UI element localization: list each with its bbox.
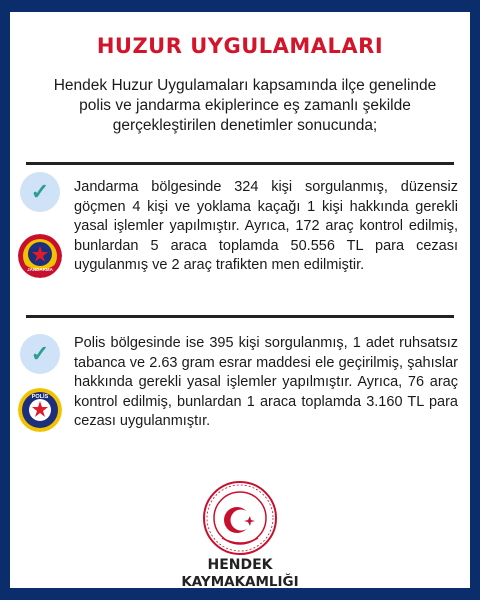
divider xyxy=(26,315,454,318)
intro-paragraph: Hendek Huzur Uygulamaları kapsamında ilçe genelinde polis ve jandarma ekiplerince eş zamanlı şekilde gerçekleştirilen denetimler sonucunda; xyxy=(53,77,437,134)
announcement-card xyxy=(10,12,470,588)
page-title: HUZUR UYGULAMALARI xyxy=(96,34,384,58)
svg-text:POLİS: POLİS xyxy=(31,394,49,400)
check-icon: ✓ xyxy=(20,334,60,374)
jandarma-emblem-icon xyxy=(18,234,62,278)
divider xyxy=(26,162,454,165)
polis-emblem-icon xyxy=(18,388,62,432)
signature-line-1: HENDEK xyxy=(207,557,273,573)
svg-text:JANDARMA: JANDARMA xyxy=(27,267,53,272)
signature-line-2: KAYMAKAMLIĞI xyxy=(181,574,299,590)
check-icon: ✓ xyxy=(20,172,60,212)
kaymakamlik-seal-icon xyxy=(202,480,278,556)
polis-text: Polis bölgesinde ise 395 kişi sorgulanmış, 1 adet ruhsatsız tabanca ve 2.63 gram esrar maddesi ele geçirilmiş, şahıslar hakkında gerekli yasal işlemler yapılmıştır. Ayrıca, 76 araç kontrol edilmiş, bunlardan 1 araca toplamda 3.160 TL para cezası uygulanmıştır. xyxy=(74,335,458,429)
jandarma-text: Jandarma bölgesinde 324 kişi sorgulanmış, düzensiz göçmen 4 kişi ve yoklama kaçağı 1 kişi hakkında gerekli yasal işlemler yapılmıştır. Ayrıca, 172 araç kontrol edilmiş, bunlardan 5 araca toplamda 50.556 TL para cezası uygulanmış ve 2 araç trafikten men edilmiştir. xyxy=(74,179,458,273)
